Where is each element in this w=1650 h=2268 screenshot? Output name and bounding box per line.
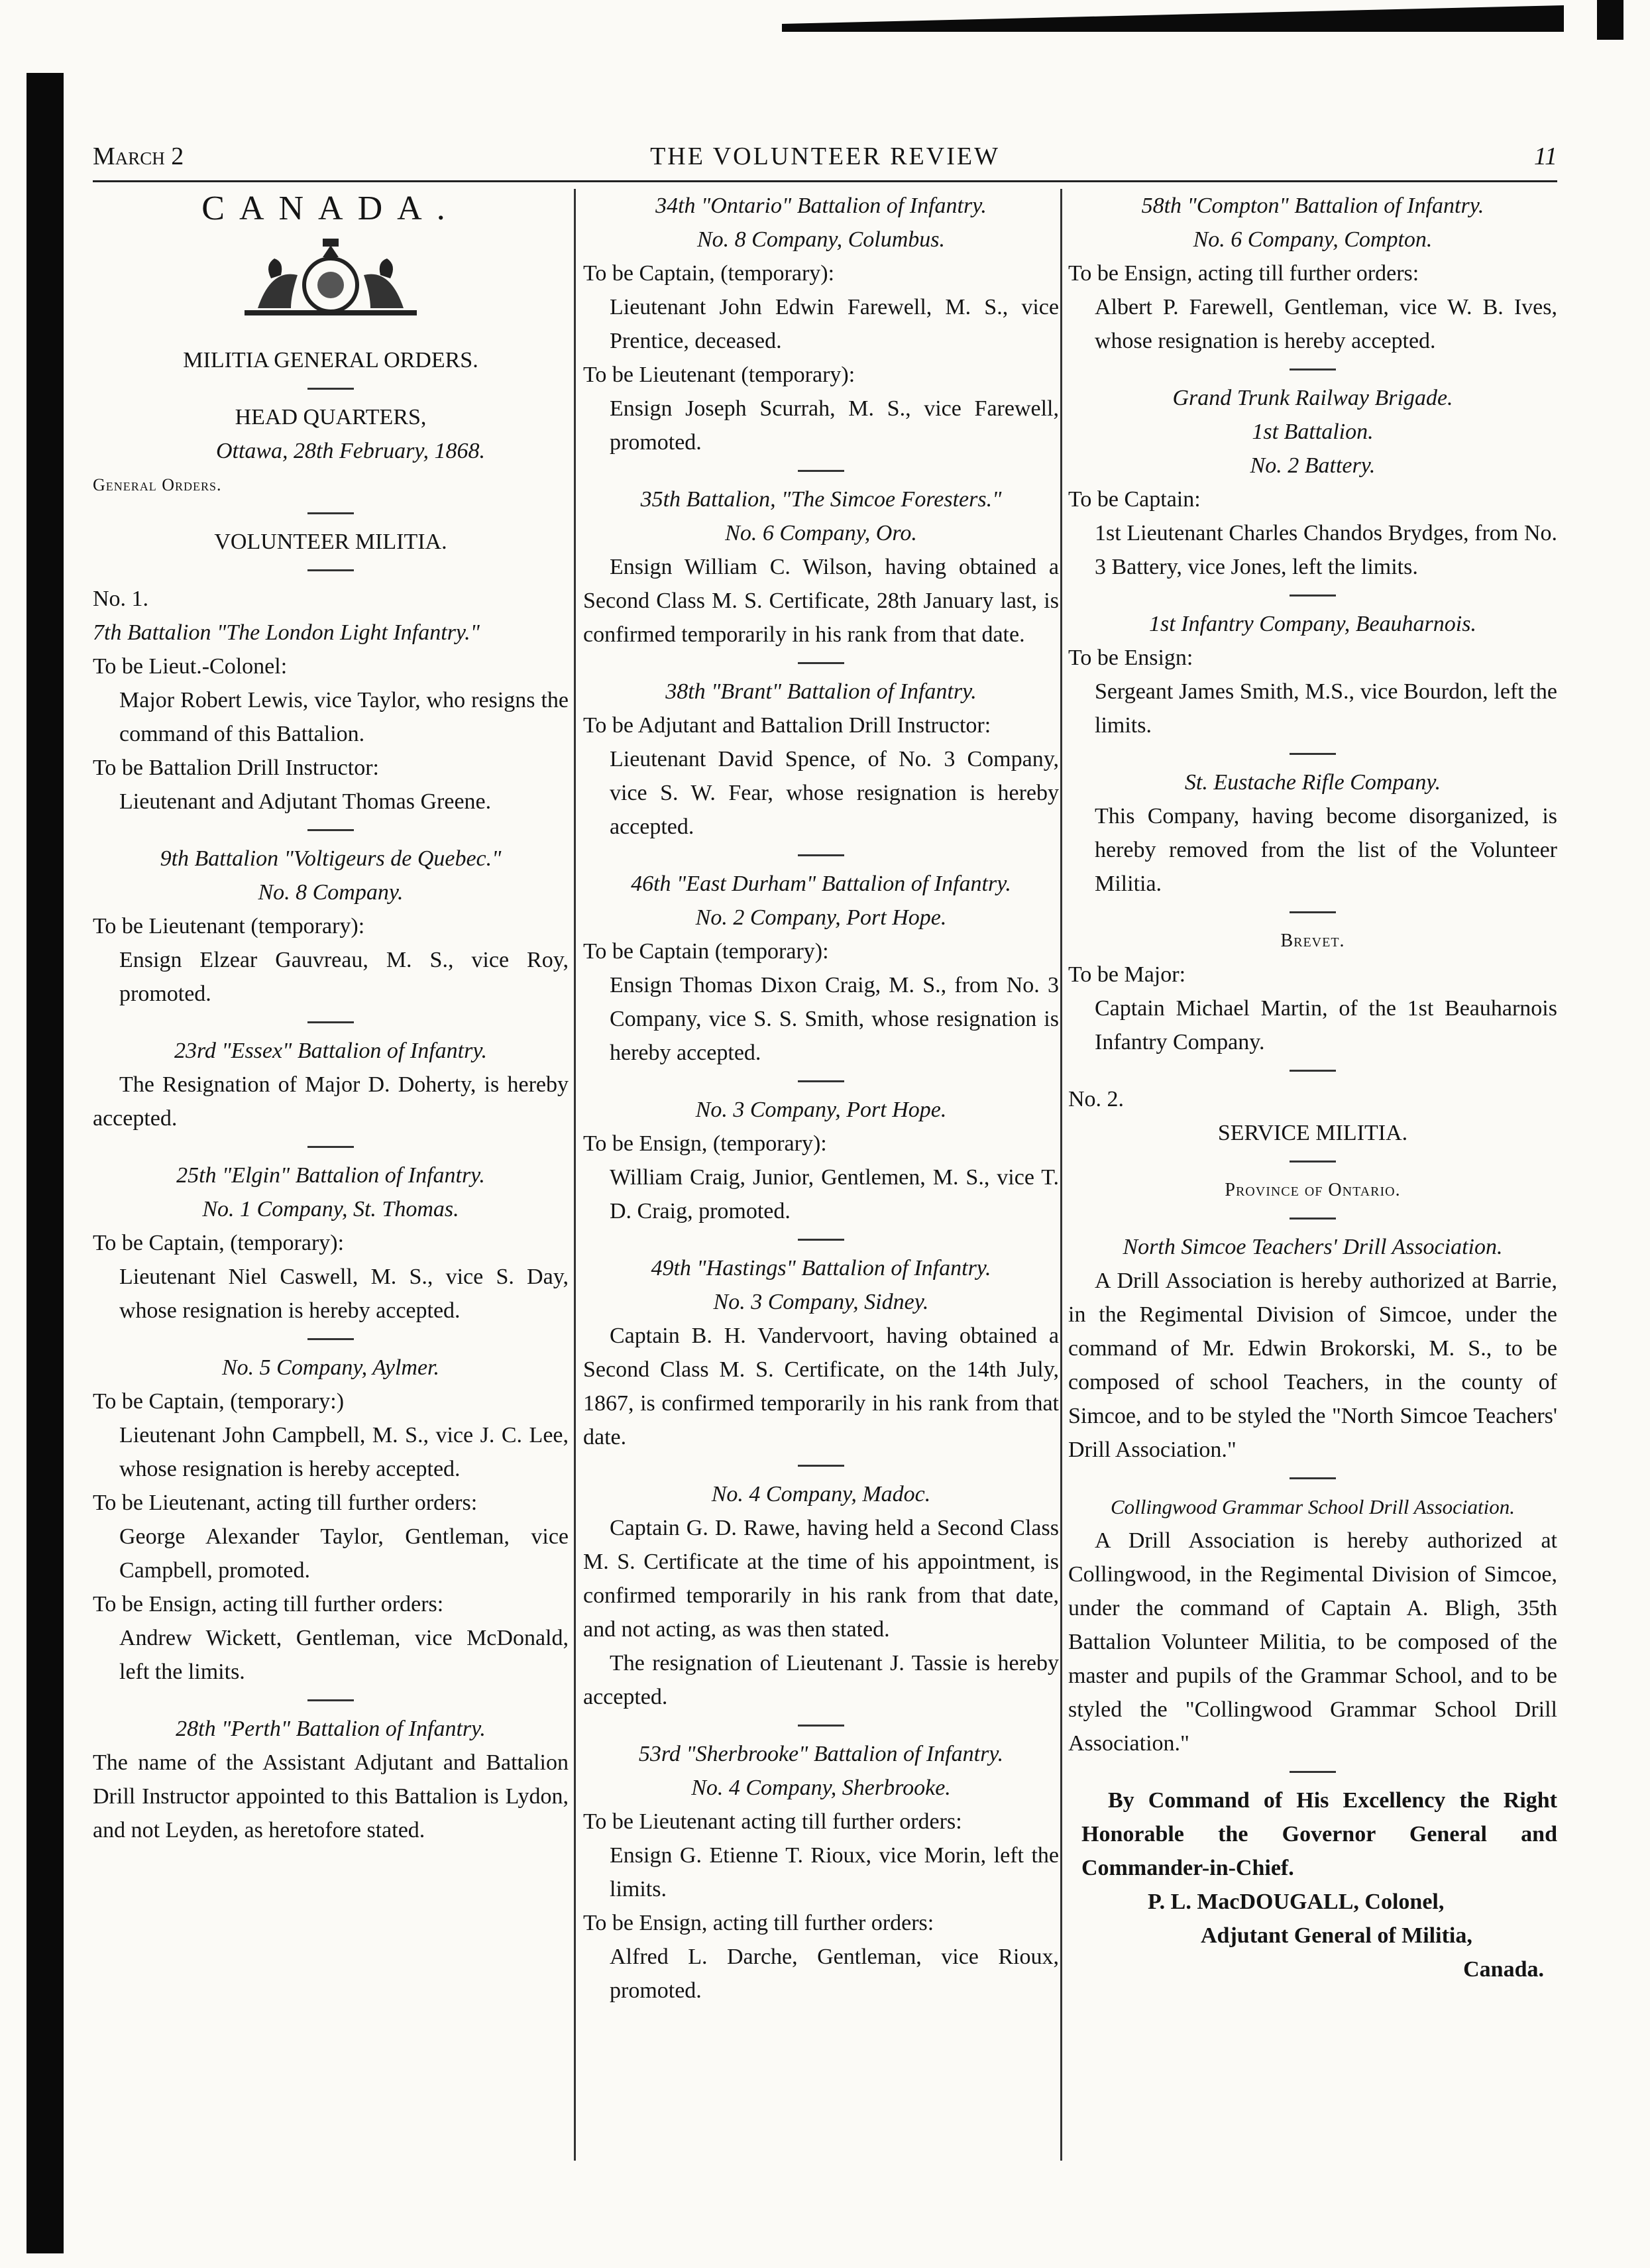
header-rule	[93, 180, 1557, 182]
section-subtitle: No. 2 Company, Port Hope.	[695, 905, 947, 930]
appointment-label: To be Battalion Drill Instructor:	[93, 756, 379, 780]
section-subtitle: No. 3 Company, Port Hope.	[695, 1098, 947, 1122]
section-title: 35th Battalion, "The Simcoe Foresters."	[640, 487, 1002, 512]
appointment-label: To be Ensign, acting till further orders:	[583, 1911, 934, 1935]
section-title: 25th "Elgin" Battalion of Infantry.	[176, 1163, 485, 1188]
canada-heading: CANADA.	[201, 190, 460, 227]
section-subtitle: No. 2 Battery.	[1250, 453, 1376, 478]
column-rule-2	[1060, 189, 1062, 2161]
divider	[1290, 911, 1336, 913]
section-title: North Simcoe Teachers' Drill Association.	[1123, 1235, 1503, 1259]
divider	[307, 569, 354, 571]
royal-arms-icon	[231, 232, 430, 331]
section-title: 23rd "Essex" Battalion of Infantry.	[174, 1039, 488, 1063]
appointment-text: Lieutenant John Campbell, M. S., vice J. C. Lee, whose resignation is hereby accepted.	[119, 1423, 569, 1481]
section-subtitle: No. 4 Company, Madoc.	[711, 1482, 931, 1506]
section-title: 1st Infantry Company, Beauharnois.	[1149, 612, 1476, 636]
signature-country: Canada.	[1463, 1957, 1544, 1982]
appointment-text: Ensign Thomas Dixon Craig, M. S., from No. 3 Company, vice S. S. Smith, whose resignation is hereby accepted.	[610, 973, 1059, 1065]
province-heading: Province of Ontario.	[1225, 1180, 1401, 1200]
notice-text: Ensign William C. Wilson, having obtained a Second Class M. S. Certificate, 28th January last, is confirmed temporarily in his rank from that date.	[583, 555, 1059, 647]
section-title: 38th "Brant" Battalion of Infantry.	[665, 679, 977, 704]
section-title: Collingwood Grammar School Drill Association.	[1111, 1495, 1515, 1518]
section-title: 58th "Compton" Battalion of Infantry.	[1141, 194, 1484, 218]
appointment-text: William Craig, Junior, Gentlemen, M. S., vice T. D. Craig, promoted.	[610, 1165, 1059, 1223]
appointment-label: To be Captain:	[1068, 487, 1201, 512]
notice-text: A Drill Association is hereby authorized at Collingwood, in the Regimental Division of Simcoe, under the command of Captain A. Bligh, 35th Battalion Volunteer Militia, to be composed of the master and pupils of the Grammar School, and to be styled the "Collingwood Grammar School Drill Association."	[1068, 1528, 1557, 1756]
column-2	[583, 189, 1059, 2008]
appointment-label: To be Captain, (temporary):	[583, 261, 835, 286]
appointment-label: To be Lieutenant (temporary):	[93, 914, 365, 938]
section-subtitle: No. 8 Company, Columbus.	[696, 227, 946, 252]
appointment-label: To be Captain (temporary):	[583, 939, 829, 964]
divider	[798, 470, 844, 472]
appointment-text: Ensign G. Etienne T. Rioux, vice Morin, left the limits.	[610, 1843, 1059, 1901]
section-subtitle: No. 3 Company, Sidney.	[713, 1290, 929, 1314]
divider	[307, 1338, 354, 1340]
signature-command: By Command of His Excellency the Right Honorable the Governor General and Commander-in-Chief.	[1081, 1788, 1557, 1880]
section-subtitle: No. 8 Company.	[258, 880, 404, 905]
appointment-text: Ensign Joseph Scurrah, M. S., vice Farewell, promoted.	[610, 396, 1059, 455]
notice-text: A Drill Association is hereby authorized at Barrie, in the Regimental Division of Simcoe, under the command of Mr. Edwin Brokorski, M. S., to be composed of school Teachers, in the county of Simcoe, and to be styled the "North Simcoe Teachers' Drill Association."	[1068, 1269, 1557, 1462]
scan-edge-corner	[1597, 0, 1623, 40]
divider	[307, 512, 354, 514]
order-number: No. 2.	[1068, 1087, 1125, 1111]
section-title: 46th "East Durham" Battalion of Infantry.	[631, 872, 1011, 896]
page-header	[93, 142, 1557, 182]
order-number: No. 1.	[93, 587, 149, 611]
divider	[798, 662, 844, 664]
divider	[798, 1080, 844, 1082]
section-subtitle: No. 1 Company, St. Thomas.	[202, 1197, 459, 1221]
divider	[1290, 1218, 1336, 1219]
signature-name: P. L. MacDOUGALL, Colonel,	[1148, 1890, 1445, 1914]
divider	[798, 1239, 844, 1241]
militia-orders-heading: MILITIA GENERAL ORDERS.	[183, 348, 478, 372]
signature-title: Adjutant General of Militia,	[1201, 1923, 1472, 1948]
appointment-label: To be Ensign, (temporary):	[583, 1131, 827, 1156]
appointment-label: To be Major:	[1068, 962, 1186, 987]
section-title: 7th Battalion "The London Light Infantry."	[93, 620, 480, 645]
appointment-label: To be Lieutenant acting till further orders:	[583, 1809, 962, 1834]
notice-text: The name of the Assistant Adjutant and Battalion Drill Instructor appointed to this Battalion is Lydon, and not Leyden, as heretofore stated.	[93, 1750, 569, 1843]
appointment-label: To be Lieut.-Colonel:	[93, 654, 288, 679]
divider	[1290, 1477, 1336, 1479]
hq-heading: HEAD QUARTERS,	[235, 405, 427, 429]
column-3	[1068, 189, 1557, 1986]
notice-text: This Company, having become disorganized, is hereby removed from the list of the Volunteer Militia.	[1095, 804, 1557, 896]
appointment-label: To be Ensign, acting till further orders:	[1068, 261, 1419, 286]
appointment-label: To be Captain, (temporary):	[93, 1231, 345, 1255]
divider	[307, 1021, 354, 1023]
divider	[1290, 1161, 1336, 1162]
appointment-label: To be Lieutenant (temporary):	[583, 363, 855, 387]
volunteer-militia-heading: VOLUNTEER MILITIA.	[214, 530, 447, 554]
place-date: Ottawa, 28th February, 1868.	[215, 439, 486, 463]
divider	[798, 1465, 844, 1467]
appointment-text: Lieutenant Niel Caswell, M. S., vice S. Day, whose resignation is hereby accepted.	[119, 1265, 569, 1323]
appointment-text: Lieutenant and Adjutant Thomas Greene.	[119, 789, 492, 814]
column-rule-1	[574, 189, 576, 2161]
appointment-text: Lieutenant John Edwin Farewell, M. S., vice Prentice, deceased.	[610, 295, 1059, 353]
divider	[307, 1146, 354, 1148]
section-subtitle: No. 6 Company, Oro.	[725, 521, 917, 545]
section-title: 9th Battalion "Voltigeurs de Quebec."	[160, 846, 502, 871]
appointment-label: To be Ensign:	[1068, 646, 1193, 670]
appointment-text: Ensign Elzear Gauvreau, M. S., vice Roy, promoted.	[119, 948, 569, 1006]
appointment-label: To be Adjutant and Battalion Drill Instructor:	[583, 713, 991, 738]
appointment-text: Sergeant James Smith, M.S., vice Bourdon, left the limits.	[1095, 679, 1557, 738]
section-subtitle: No. 6 Company, Compton.	[1193, 227, 1433, 252]
section-title: St. Eustache Rifle Company.	[1184, 770, 1441, 795]
appointment-label: To be Captain, (temporary:)	[93, 1389, 345, 1414]
divider	[1290, 1771, 1336, 1773]
section-title: 53rd "Sherbrooke" Battalion of Infantry.	[638, 1742, 1004, 1766]
section-title: 28th "Perth" Battalion of Infantry.	[176, 1717, 486, 1741]
scan-binding-edge	[27, 73, 64, 2253]
appointment-label: To be Lieutenant, acting till further orders:	[93, 1491, 478, 1515]
divider	[798, 1725, 844, 1727]
service-militia-heading: SERVICE MILITIA.	[1217, 1121, 1408, 1145]
section-subtitle: 1st Battalion.	[1252, 420, 1374, 444]
section-title: 34th "Ontario" Battalion of Infantry.	[655, 194, 987, 218]
appointment-text: Andrew Wickett, Gentleman, vice McDonald, left the limits.	[119, 1626, 569, 1684]
notice-text: The Resignation of Major D. Doherty, is hereby accepted.	[93, 1072, 569, 1131]
divider	[307, 829, 354, 831]
section-title: Grand Trunk Railway Brigade.	[1172, 386, 1453, 410]
divider	[1290, 369, 1336, 370]
appointment-text: Albert P. Farewell, Gentleman, vice W. B. Ives, whose resignation is hereby accepted.	[1095, 295, 1557, 353]
appointment-text: George Alexander Taylor, Gentleman, vice Campbell, promoted.	[119, 1524, 569, 1583]
section-title: 49th "Hastings" Battalion of Infantry.	[651, 1256, 991, 1280]
appointment-text: Captain Michael Martin, of the 1st Beauharnois Infantry Company.	[1095, 996, 1557, 1054]
section-subtitle: No. 5 Company, Aylmer.	[221, 1355, 440, 1380]
brevet-heading: Brevet.	[1280, 931, 1345, 951]
section-subtitle: No. 4 Company, Sherbrooke.	[691, 1776, 951, 1800]
divider	[1290, 1070, 1336, 1072]
header-date: March 2	[93, 142, 184, 170]
divider	[1290, 753, 1336, 755]
divider	[307, 1699, 354, 1701]
column-1	[93, 189, 569, 1847]
appointment-text: Lieutenant David Spence, of No. 3 Company, vice S. W. Fear, whose resignation is hereby accepted.	[610, 747, 1059, 839]
appointment-label: To be Ensign, acting till further orders:	[93, 1592, 444, 1616]
notice-text: Captain G. D. Rawe, having held a Second Class M. S. Certificate at the time of his appointment, is confirmed temporarily in his rank from that date, and not acting, as was then stated.	[583, 1516, 1059, 1642]
divider	[1290, 595, 1336, 596]
notice-text: The resignation of Lieutenant J. Tassie is hereby accepted.	[583, 1651, 1059, 1709]
page-number: 11	[1533, 142, 1557, 170]
header-title: THE VOLUNTEER REVIEW	[650, 142, 1000, 170]
general-orders-label: General Orders.	[93, 475, 222, 494]
appointment-text: Alfred L. Darche, Gentleman, vice Rioux, promoted.	[610, 1945, 1059, 2003]
divider	[307, 388, 354, 390]
scan-edge-top	[782, 5, 1564, 32]
appointment-text: Major Robert Lewis, vice Taylor, who resigns the command of this Battalion.	[119, 688, 569, 746]
notice-text: Captain B. H. Vandervoort, having obtained a Second Class M. S. Certificate, on the 14th July, 1867, is confirmed temporarily in his rank from that date.	[583, 1324, 1059, 1449]
divider	[798, 854, 844, 856]
appointment-text: 1st Lieutenant Charles Chandos Brydges, from No. 3 Battery, vice Jones, left the limits.	[1095, 521, 1557, 579]
